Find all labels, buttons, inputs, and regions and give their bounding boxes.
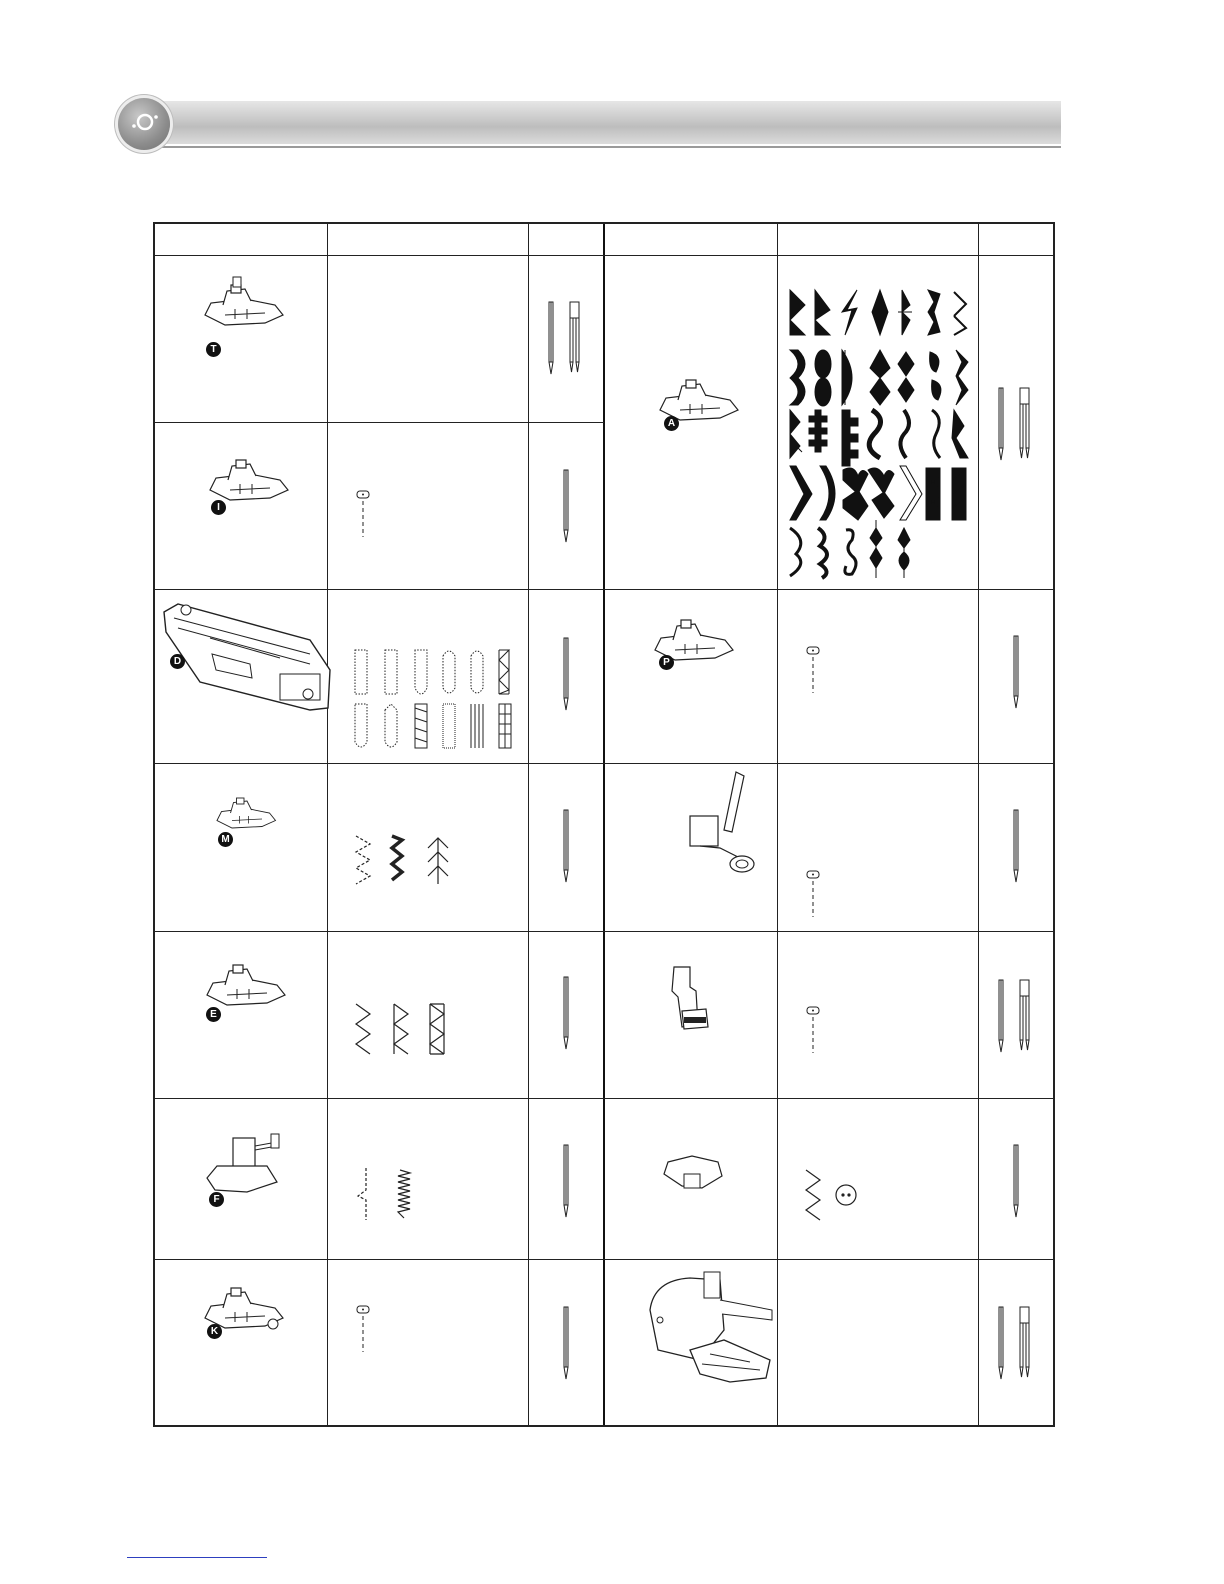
foot-e-illustration — [207, 965, 285, 1005]
single-needle-icon — [564, 1145, 568, 1217]
foot-letter-badge: A — [664, 416, 679, 431]
foot-m-illustration — [217, 798, 276, 828]
straight-stitch-symbol — [357, 491, 369, 537]
single-needle-icon — [564, 470, 568, 542]
button-foot-illustration — [664, 1156, 722, 1188]
straight-stitch-symbol — [357, 1306, 369, 1352]
twin-needle-icon — [1020, 1307, 1029, 1377]
foot-i-illustration — [210, 460, 288, 500]
twin-needle-icon — [1020, 980, 1029, 1050]
single-needle-icon — [564, 977, 568, 1049]
straight-stitch-symbol — [807, 647, 819, 693]
single-needle-icon — [999, 1307, 1003, 1379]
decorative-stitch-grid — [790, 290, 968, 578]
single-needle-icon — [564, 810, 568, 882]
foot-letter-badge: K — [207, 1324, 222, 1339]
zigzag-stitch-set — [356, 1004, 444, 1054]
single-needle-icon — [564, 1307, 568, 1379]
foot-t-illustration — [205, 277, 283, 325]
straight-stitch-symbol — [807, 1007, 819, 1053]
twin-needle-icon — [570, 302, 579, 372]
foot-letter-badge: F — [209, 1192, 224, 1207]
straight-stitch-symbol — [807, 871, 819, 917]
blind-hem-stitch-set — [358, 1168, 410, 1220]
single-needle-icon — [1014, 810, 1018, 882]
single-needle-icon — [999, 980, 1003, 1052]
single-needle-icon — [564, 638, 568, 710]
single-needle-icon — [1014, 636, 1018, 708]
twin-needle-icon — [1020, 388, 1029, 458]
foot-letter-badge: I — [211, 500, 226, 515]
foot-letter-badge: E — [206, 1007, 221, 1022]
overcast-stitch-set — [356, 836, 448, 884]
button-sewing-stitch — [806, 1170, 856, 1220]
foot-k-illustration — [205, 1288, 283, 1329]
foot-f-illustration — [207, 1134, 279, 1192]
walking-foot-illustration — [650, 1272, 772, 1382]
foot-letter-badge: M — [218, 832, 233, 847]
edge-foot-illustration — [672, 967, 708, 1029]
foot-letter-badge: P — [659, 655, 674, 670]
footer-rule — [127, 1557, 267, 1558]
foot-d-buttonhole-illustration — [164, 604, 330, 710]
foot-p-illustration — [655, 620, 733, 660]
foot-letter-badge: T — [206, 342, 221, 357]
single-needle-icon — [1014, 1145, 1018, 1217]
foot-a-illustration — [660, 380, 738, 420]
single-needle-icon — [999, 388, 1003, 460]
single-needle-icon — [549, 302, 553, 374]
darning-foot-illustration — [690, 772, 754, 872]
buttonhole-stitch-set — [355, 650, 511, 748]
foot-letter-badge: D — [170, 654, 185, 669]
